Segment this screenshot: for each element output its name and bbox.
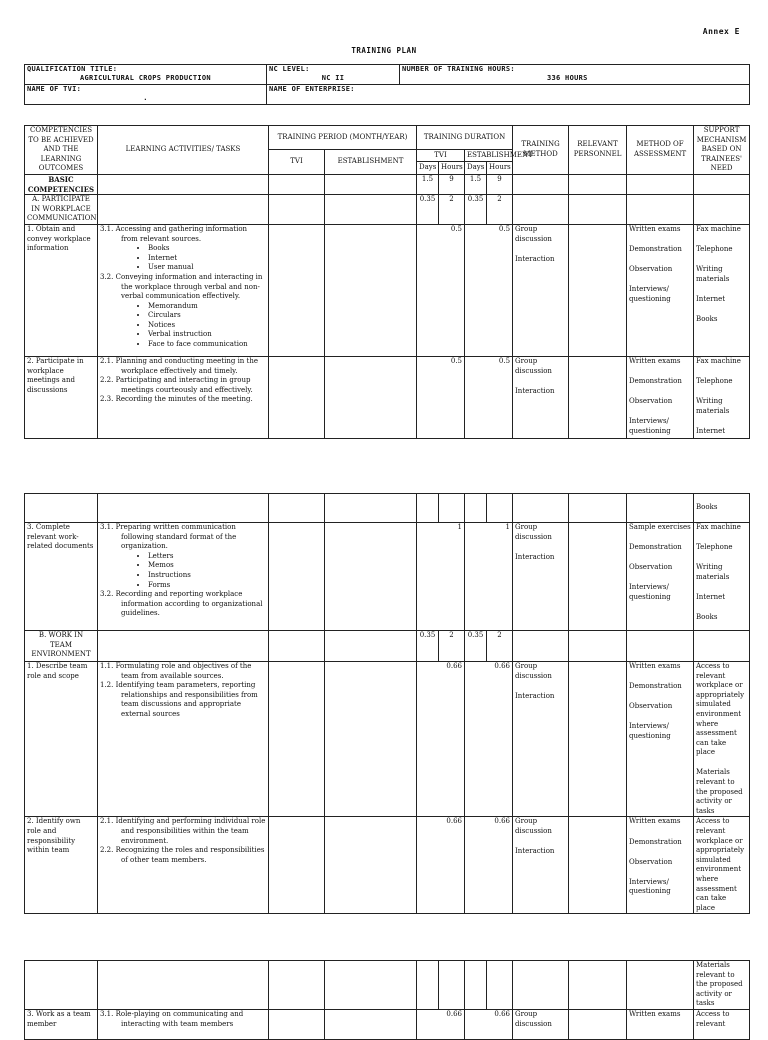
support-item: Telephone: [696, 543, 733, 552]
method-item: Interaction: [515, 254, 555, 263]
training-method: Group discussion: [513, 1009, 569, 1039]
assessment-methods: [627, 356, 694, 438]
learning-outcome: 3. Work as a team member: [25, 1009, 98, 1039]
table-row: [25, 356, 750, 438]
section-a-label: A. PARTICIPATE IN WORKPLACE COMMUNICATION: [25, 195, 98, 225]
establishment-duration: 0.5: [465, 356, 513, 438]
table-row: [25, 224, 750, 356]
bullet-item: • Internet: [148, 254, 266, 264]
col-tvi-hours: Hours: [439, 161, 465, 174]
activity-item: 2.2. Participating and interacting in group meetings courteously and effectively.: [100, 376, 253, 394]
training-method: [513, 356, 569, 438]
support-item: Writing materials: [696, 563, 730, 581]
support-continued: Materials relevant to the proposed activity or tasks: [694, 961, 750, 1010]
qualification-cell: [25, 65, 267, 85]
section-b-tvi-days: 0.35: [417, 631, 439, 662]
support-item: Access to relevant workplace or appropriately simulated environment where assessment can take place: [696, 662, 745, 757]
establishment-duration: 0.5: [465, 224, 513, 356]
method-item: Interaction: [515, 552, 555, 561]
col-activities: LEARNING ACTIVITIES/ TASKS: [98, 126, 269, 175]
page-title: TRAINING PLAN: [351, 46, 417, 55]
support-item: Books: [696, 612, 718, 621]
bullet-item: • Face to face communication: [148, 340, 266, 350]
establishment-duration: 0.66: [465, 817, 513, 914]
method-item: Group discussion: [515, 224, 552, 243]
qualification-label: QUALIFICATION TITLE:: [27, 65, 118, 73]
tvi-duration: 0.66: [417, 662, 465, 817]
col-support-mechanism: SUPPORT MECHANISM BASED ON TRAINEES' NEED: [694, 126, 750, 175]
activity-item: 2.2. Recognizing the roles and responsibilities of other team members.: [100, 846, 265, 864]
section-a-est-days: 0.35: [465, 195, 487, 225]
nc-level-cell: [267, 65, 400, 85]
tvi-duration: 0.5: [417, 224, 465, 356]
support-item: Materials relevant to the proposed activity or tasks: [696, 768, 743, 815]
assessment-item: Demonstration: [629, 245, 682, 254]
assessment-item: Demonstration: [629, 682, 682, 691]
bullet-item: • Letters: [148, 552, 266, 562]
basic-est-hours: 9: [487, 174, 513, 194]
bullet-item: • User manual: [148, 263, 266, 273]
assessment-item: Interviews/ questioning: [629, 417, 671, 435]
support-item: Fax machine: [696, 224, 741, 233]
assessment-methods: [627, 224, 694, 356]
support-mechanism: [694, 356, 750, 438]
bullet-item: • Circulars: [148, 311, 266, 321]
assessment-item: Observation: [629, 397, 673, 406]
col-est-days: Days: [465, 161, 487, 174]
assessment-item: Observation: [629, 702, 673, 711]
learning-activities: [98, 662, 269, 817]
learning-outcome: 3. Complete relevant work-related documents: [25, 523, 98, 631]
tvi-duration: 1: [417, 523, 465, 631]
bullet-item: • Memos: [148, 561, 266, 571]
assessment-item: Interviews/ questioning: [629, 722, 671, 740]
nc-level-label: NC LEVEL:: [269, 65, 310, 73]
col-relevant-personnel: RELEVANT PERSONNEL: [569, 126, 627, 175]
training-plan-table-1: [24, 125, 750, 439]
section-a-est-hours: 2: [487, 195, 513, 225]
col-training-duration: TRAINING DURATION: [417, 126, 513, 150]
col-duration-tvi: TVI: [417, 150, 465, 162]
support-item: Fax machine: [696, 356, 741, 365]
basic-tvi-hours: 9: [439, 174, 465, 194]
support-item: Internet: [696, 426, 726, 435]
assessment-item: Interviews/ questioning: [629, 285, 671, 303]
basic-tvi-days: 1.5: [417, 174, 439, 194]
bullet-item: • Books: [148, 244, 266, 254]
tvi-duration: 0.5: [417, 356, 465, 438]
support-mechanism: Access to relevant: [694, 1009, 750, 1039]
col-training-method: TRAINING METHOD: [513, 126, 569, 175]
section-b-label: B. WORK IN TEAM ENVIRONMENT: [25, 631, 98, 662]
assessment-item: Demonstration: [629, 543, 682, 552]
assessment-item: Written exams: [629, 356, 681, 365]
method-item: Group discussion: [515, 817, 552, 835]
qualification-value: AGRICULTURAL CROPS PRODUCTION: [80, 74, 211, 82]
section-a-tvi-hours: 2: [439, 195, 465, 225]
support-item: Telephone: [696, 377, 733, 386]
support-mechanism: [694, 224, 750, 356]
establishment-duration: 1: [465, 523, 513, 631]
learning-activities: [98, 224, 269, 356]
support-item: Writing materials: [696, 265, 730, 283]
activity-item: 3.1. Accessing and gathering information from relevant sources.: [100, 224, 248, 243]
tvi-duration: 0.66: [417, 1009, 465, 1039]
assessment-item: Written exams: [629, 817, 681, 826]
col-training-period: TRAINING PERIOD (MONTH/YEAR): [269, 126, 417, 150]
training-plan-table-2: [24, 493, 750, 914]
method-item: Group discussion: [515, 356, 552, 375]
support-item: Internet: [696, 592, 726, 601]
table-3-clip: [24, 960, 750, 1028]
activity-item: 2.1. Planning and conducting meeting in the workplace effectively and timely.: [100, 356, 259, 375]
tvi-duration: 0.66: [417, 817, 465, 914]
establishment-duration: 0.66: [465, 662, 513, 817]
assessment-item: Observation: [629, 563, 673, 572]
activity-item: 3.1. Role-playing on communicating and interacting with team members: [100, 1009, 244, 1028]
basic-est-days: 1.5: [465, 174, 487, 194]
assessment-item: Sample exercises: [629, 523, 691, 531]
assessment-item: Observation: [629, 857, 673, 866]
assessment-item: Demonstration: [629, 837, 682, 846]
section-a-tvi-days: 0.35: [417, 195, 439, 225]
bullet-item: • Verbal instruction: [148, 330, 266, 340]
bullet-item: • Memorandum: [148, 302, 266, 312]
learning-outcome: 2. Identify own role and responsibility within team: [25, 817, 98, 914]
activity-item: 3.2. Recording and reporting workplace information according to organizational guidelines.: [100, 590, 263, 618]
method-item: Group discussion: [515, 523, 552, 541]
assessment-methods: Written exams: [627, 1009, 694, 1039]
table-row: [25, 817, 750, 914]
enterprise-cell: [267, 85, 750, 105]
section-b-tvi-hours: 2: [439, 631, 465, 662]
enterprise-label: NAME OF ENTERPRISE:: [269, 85, 355, 93]
training-method: [513, 224, 569, 356]
activity-item: 2.1. Identifying and performing individual role and responsibilities within the team environment.: [100, 817, 266, 845]
establishment-duration: 0.66: [465, 1009, 513, 1039]
assessment-item: Observation: [629, 265, 673, 274]
support-item: Access to relevant workplace or appropriately simulated environment where assessment can take place: [696, 817, 745, 912]
activity-item: 1.2. Identifying team parameters, reporting relationships and responsibilities from team discussions and appropriate external sources: [100, 681, 258, 718]
table-row: [25, 1009, 750, 1039]
annex-label: Annex E: [702, 27, 740, 36]
assessment-item: Interviews/ questioning: [629, 583, 671, 601]
bullet-item: • Instructions: [148, 571, 266, 581]
support-continued: Books: [694, 494, 750, 523]
section-b-est-days: 0.35: [465, 631, 487, 662]
learning-outcome: 1. Describe team role and scope: [25, 662, 98, 817]
method-item: Interaction: [515, 386, 555, 395]
training-plan-table-3: [24, 960, 750, 1040]
tvi-label: NAME OF TVI:: [27, 85, 82, 93]
support-item: Books: [696, 314, 718, 323]
qualification-header-table: [24, 64, 750, 105]
table-row: [25, 662, 750, 817]
support-item: Internet: [696, 294, 726, 303]
support-mechanism: [694, 662, 750, 817]
col-tvi-days: Days: [417, 161, 439, 174]
assessment-item: Written exams: [629, 662, 681, 670]
nc-level-value: NC II: [321, 74, 345, 82]
activity-item: 3.1. Preparing written communication following standard format of the organization.: [100, 523, 237, 551]
bullet-item: • Forms: [148, 581, 266, 591]
training-hours-label: NUMBER OF TRAINING HOURS:: [402, 65, 515, 73]
support-mechanism: [694, 817, 750, 914]
bullet-item: • Notices: [148, 321, 266, 331]
activity-item: 3.2. Conveying information and interacting in the workplace through verbal and non-verbal communication effectively.: [100, 272, 263, 301]
assessment-methods: [627, 523, 694, 631]
training-method: [513, 817, 569, 914]
method-item: Interaction: [515, 847, 555, 856]
assessment-methods: [627, 662, 694, 817]
support-item: Writing materials: [696, 397, 730, 415]
assessment-item: Written exams: [629, 224, 681, 233]
col-duration-establishment: ESTABLISHMENT: [465, 150, 513, 162]
support-item: Telephone: [696, 245, 733, 254]
section-b-est-hours: 2: [487, 631, 513, 662]
learning-activities: [98, 523, 269, 631]
training-hours-cell: [400, 65, 750, 85]
col-period-tvi: TVI: [269, 150, 325, 175]
tvi-value: .: [143, 94, 148, 102]
col-competencies: COMPETENCIES TO BE ACHIEVED AND THE LEARNING OUTCOMES: [25, 126, 98, 175]
learning-activities: [98, 356, 269, 438]
col-period-establishment: ESTABLISHMENT: [325, 150, 417, 175]
basic-competencies-label: BASIC COMPETENCIES: [25, 174, 98, 194]
method-item: Group discussion: [515, 662, 552, 680]
tvi-cell: [25, 85, 267, 105]
activity-item: 1.1. Formulating role and objectives of the team from available sources.: [100, 662, 252, 680]
activity-item: 2.3. Recording the minutes of the meeting.: [100, 395, 253, 404]
training-hours-value: 336 HOURS: [547, 74, 588, 82]
col-est-hours: Hours: [487, 161, 513, 174]
table-row: [25, 523, 750, 631]
training-method: [513, 523, 569, 631]
learning-activities: [98, 1009, 269, 1039]
learning-outcome: 2. Participate in workplace meetings and discussions: [25, 356, 98, 438]
assessment-item: Interviews/ questioning: [629, 877, 671, 896]
assessment-item: Demonstration: [629, 377, 682, 386]
learning-activities: [98, 817, 269, 914]
assessment-methods: [627, 817, 694, 914]
training-method: [513, 662, 569, 817]
support-item: Fax machine: [696, 523, 741, 531]
support-mechanism: [694, 523, 750, 631]
col-method-of-assessment: METHOD OF ASSESSMENT: [627, 126, 694, 175]
method-item: Interaction: [515, 691, 555, 700]
learning-outcome: 1. Obtain and convey workplace information: [25, 224, 98, 356]
